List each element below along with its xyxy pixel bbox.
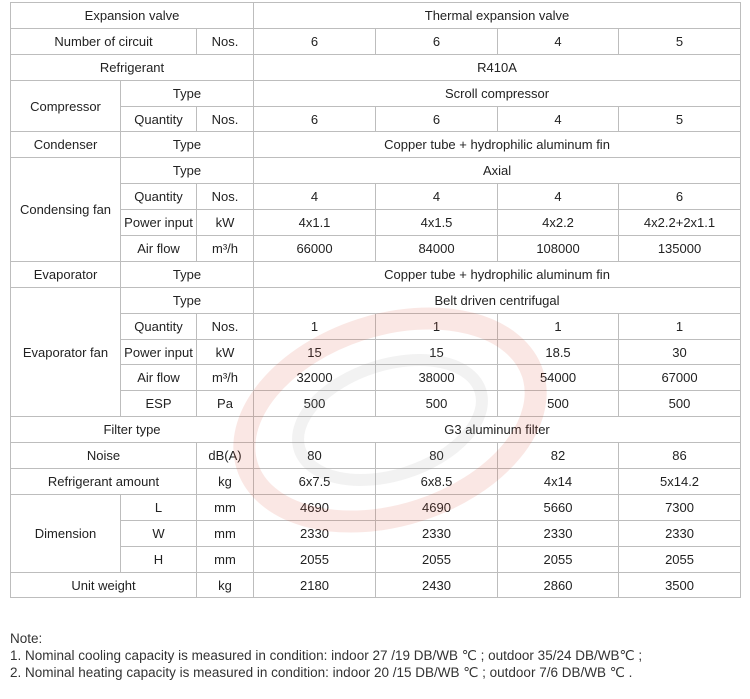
table-cell: Dimension [11, 494, 121, 572]
table-cell: Power input [121, 210, 197, 236]
table-row [11, 572, 741, 598]
table-row [11, 184, 741, 210]
table-row [11, 520, 741, 546]
table-cell: Type [121, 80, 254, 106]
spec-table [10, 2, 741, 598]
table-cell: 86 [619, 443, 741, 469]
table-cell: 4 [498, 184, 619, 210]
table-cell: 5 [619, 28, 741, 54]
table-cell: Copper tube + hydrophilic aluminum fin [254, 132, 741, 158]
table-row [11, 287, 741, 313]
table-row [11, 132, 741, 158]
table-cell: m³/h [197, 236, 254, 262]
table-cell: Type [121, 158, 254, 184]
table-cell: 4x1.5 [376, 210, 498, 236]
table-cell: 7300 [619, 494, 741, 520]
table-cell: Nos. [197, 184, 254, 210]
table-row [11, 443, 741, 469]
table-cell: 38000 [376, 365, 498, 391]
table-cell: 500 [254, 391, 376, 417]
table-cell: Scroll compressor [254, 80, 741, 106]
table-cell: Refrigerant [11, 54, 254, 80]
table-cell: m³/h [197, 365, 254, 391]
note-line-1: 1. Nominal cooling capacity is measured in condition: indoor 27 /19 DB/WB ℃ ; outdoor 35/24 DB/WB℃ ; [10, 648, 643, 663]
table-cell: 2330 [254, 520, 376, 546]
table-row [11, 391, 741, 417]
table-cell: 6x7.5 [254, 469, 376, 495]
table-cell: 6 [376, 28, 498, 54]
note-line-2: 2. Nominal heating capacity is measured in condition: indoor 20 /15 DB/WB ℃ ; outdoor 7/6 DB/WB ℃ . [10, 665, 633, 680]
table-cell: 6x8.5 [376, 469, 498, 495]
table-cell: 2180 [254, 572, 376, 598]
table-row [11, 28, 741, 54]
table-cell: 30 [619, 339, 741, 365]
table-cell: Expansion valve [11, 3, 254, 29]
table-cell: mm [197, 546, 254, 572]
table-cell: 4 [498, 28, 619, 54]
table-cell: 15 [376, 339, 498, 365]
table-cell: 4 [376, 184, 498, 210]
table-row [11, 339, 741, 365]
table-cell: 5660 [498, 494, 619, 520]
table-cell: Quantity [121, 184, 197, 210]
table-cell: 2330 [498, 520, 619, 546]
table-cell: 66000 [254, 236, 376, 262]
table-cell: Number of circuit [11, 28, 197, 54]
table-cell: 54000 [498, 365, 619, 391]
table-row [11, 546, 741, 572]
table-cell: Air flow [121, 236, 197, 262]
table-cell: Nos. [197, 313, 254, 339]
table-cell: Axial [254, 158, 741, 184]
table-cell: Nos. [197, 28, 254, 54]
table-row [11, 313, 741, 339]
table-cell: 5 [619, 106, 741, 132]
table-row [11, 158, 741, 184]
table-cell: Thermal expansion valve [254, 3, 741, 29]
table-cell: 4x1.1 [254, 210, 376, 236]
table-cell: 1 [254, 313, 376, 339]
table-cell: Evaporator fan [11, 287, 121, 416]
table-row [11, 3, 741, 29]
table-cell: 4 [498, 106, 619, 132]
table-row [11, 261, 741, 287]
table-cell: W [121, 520, 197, 546]
table-row [11, 469, 741, 495]
table-cell: H [121, 546, 197, 572]
table-cell: dB(A) [197, 443, 254, 469]
table-cell: 500 [376, 391, 498, 417]
table-cell: Type [121, 132, 254, 158]
table-cell: mm [197, 494, 254, 520]
table-cell: 80 [376, 443, 498, 469]
table-cell: 4690 [254, 494, 376, 520]
table-cell: Compressor [11, 80, 121, 132]
table-cell: 500 [498, 391, 619, 417]
notes-title: Note: [10, 631, 43, 646]
table-cell: 2430 [376, 572, 498, 598]
table-cell: 32000 [254, 365, 376, 391]
table-cell: Condenser [11, 132, 121, 158]
table-cell: ESP [121, 391, 197, 417]
table-cell: 2330 [376, 520, 498, 546]
table-row [11, 417, 741, 443]
table-cell: 67000 [619, 365, 741, 391]
table-cell: R410A [254, 54, 741, 80]
table-cell: 2055 [619, 546, 741, 572]
table-cell: 15 [254, 339, 376, 365]
table-cell: Type [121, 261, 254, 287]
table-cell: mm [197, 520, 254, 546]
table-row [11, 365, 741, 391]
table-cell: 6 [254, 28, 376, 54]
table-cell: Type [121, 287, 254, 313]
table-cell: kg [197, 469, 254, 495]
table-cell: G3 aluminum filter [254, 417, 741, 443]
table-cell: 80 [254, 443, 376, 469]
table-cell: Filter type [11, 417, 254, 443]
table-cell: kW [197, 339, 254, 365]
table-cell: 18.5 [498, 339, 619, 365]
table-cell: 2055 [498, 546, 619, 572]
table-cell: 84000 [376, 236, 498, 262]
table-cell: Copper tube + hydrophilic aluminum fin [254, 261, 741, 287]
table-cell: 4690 [376, 494, 498, 520]
table-row [11, 210, 741, 236]
table-cell: 6 [619, 184, 741, 210]
table-cell: 2860 [498, 572, 619, 598]
table-cell: Pa [197, 391, 254, 417]
table-row [11, 106, 741, 132]
table-row [11, 236, 741, 262]
table-cell: Quantity [121, 313, 197, 339]
table-cell: 3500 [619, 572, 741, 598]
table-cell: Nos. [197, 106, 254, 132]
table-cell: 135000 [619, 236, 741, 262]
table-cell: 2330 [619, 520, 741, 546]
table-cell: kg [197, 572, 254, 598]
table-cell: Belt driven centrifugal [254, 287, 741, 313]
table-cell: Condensing fan [11, 158, 121, 262]
table-cell: 6 [254, 106, 376, 132]
table-cell: L [121, 494, 197, 520]
table-cell: Air flow [121, 365, 197, 391]
table-row [11, 80, 741, 106]
table-cell: Power input [121, 339, 197, 365]
table-cell: 500 [619, 391, 741, 417]
table-row [11, 54, 741, 80]
table-row [11, 494, 741, 520]
table-cell: kW [197, 210, 254, 236]
table-cell: 1 [498, 313, 619, 339]
table-cell: 4 [254, 184, 376, 210]
table-cell: 1 [619, 313, 741, 339]
table-cell: 6 [376, 106, 498, 132]
table-cell: 2055 [254, 546, 376, 572]
table-cell: 108000 [498, 236, 619, 262]
notes-section [10, 630, 740, 681]
table-cell: 1 [376, 313, 498, 339]
table-cell: Noise [11, 443, 197, 469]
table-cell: 4x2.2 [498, 210, 619, 236]
table-cell: 82 [498, 443, 619, 469]
table-cell: 5x14.2 [619, 469, 741, 495]
table-cell: 4x14 [498, 469, 619, 495]
table-cell: 2055 [376, 546, 498, 572]
table-cell: Evaporator [11, 261, 121, 287]
table-cell: 4x2.2+2x1.1 [619, 210, 741, 236]
table-cell: Refrigerant amount [11, 469, 197, 495]
table-cell: Quantity [121, 106, 197, 132]
table-cell: Unit weight [11, 572, 197, 598]
